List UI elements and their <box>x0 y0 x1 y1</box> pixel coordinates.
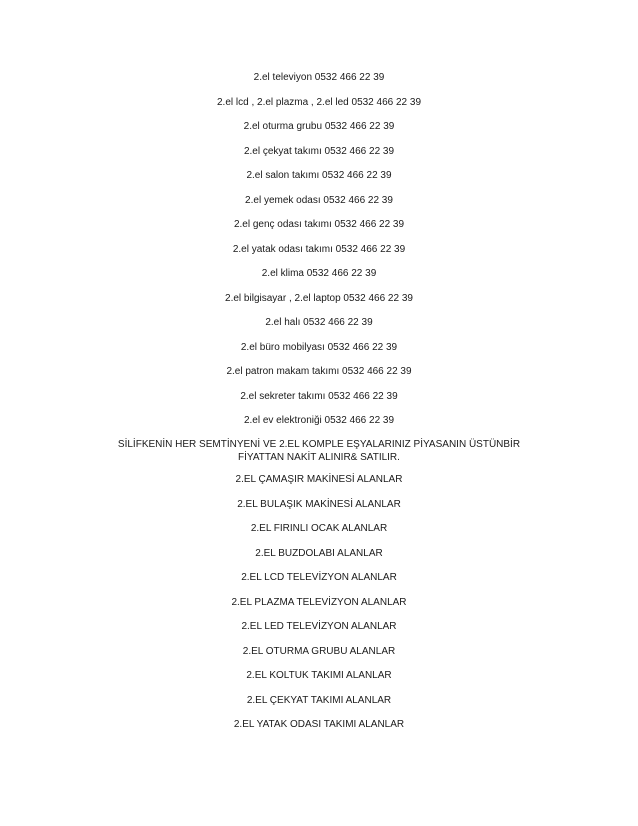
ad-line: 2.el lcd , 2.el plazma , 2.el led 0532 466 22 39 <box>216 96 422 108</box>
ad-line: 2.el çekyat takımı 0532 466 22 39 <box>243 145 395 157</box>
buyer-line: 2.EL PLAZMA TELEVİZYON ALANLAR <box>231 596 407 608</box>
ad-line: 2.el sekreter takımı 0532 466 22 39 <box>240 390 398 402</box>
ad-line: 2.el bilgisayar , 2.el laptop 0532 466 22 39 <box>225 292 413 304</box>
buyer-line: 2.EL FIRINLI OCAK ALANLAR <box>250 523 388 534</box>
buyer-line: 2.EL KOLTUK TAKIMI ALANLAR <box>246 670 392 681</box>
ad-line: 2.el halı 0532 466 22 39 <box>265 317 373 328</box>
ad-line: 2.el ev elektroniği 0532 466 22 39 <box>243 415 395 426</box>
document-body <box>0 72 638 744</box>
buyer-line: 2.EL OTURMA GRUBU ALANLAR <box>242 645 396 657</box>
buyer-line: 2.EL BULAŞIK MAKİNESİ ALANLAR <box>237 498 401 510</box>
ad-line: 2.el yatak odası takımı 0532 466 22 39 <box>232 243 406 255</box>
buyer-line: 2.EL LCD TELEVİZYON ALANLAR <box>241 572 397 583</box>
announcement-paragraph: SİLİFKENİN HER SEMTİNYENİ VE 2.EL KOMPLE EŞYALARINIZ PİYASANIN ÜSTÜNBİR FİYATTAN NAKİT ALINIR& SATILIR. <box>117 438 521 463</box>
ad-line: 2.el klima 0532 466 22 39 <box>261 268 377 279</box>
buyer-line: 2.EL ÇAMAŞIR MAKİNESİ ALANLAR <box>235 474 403 485</box>
ad-line: 2.el salon takımı 0532 466 22 39 <box>246 170 392 181</box>
buyer-line: 2.EL ÇEKYAT TAKIMI ALANLAR <box>246 694 392 706</box>
ad-line: 2.el genç odası takımı 0532 466 22 39 <box>233 219 405 230</box>
ad-line: 2.el yemek odası 0532 466 22 39 <box>245 194 393 206</box>
ad-line: 2.el oturma grubu 0532 466 22 39 <box>243 121 395 132</box>
buyer-line: 2.EL BUZDOLABI ALANLAR <box>255 547 383 559</box>
ad-line: 2.el televiyon 0532 466 22 39 <box>253 72 385 83</box>
buyer-line: 2.EL LED TELEVİZYON ALANLAR <box>241 621 397 632</box>
ad-line: 2.el patron makam takımı 0532 466 22 39 <box>226 366 412 377</box>
ad-line: 2.el büro mobilyası 0532 466 22 39 <box>240 341 398 353</box>
buyer-line: 2.EL YATAK ODASI TAKIMI ALANLAR <box>233 719 405 730</box>
